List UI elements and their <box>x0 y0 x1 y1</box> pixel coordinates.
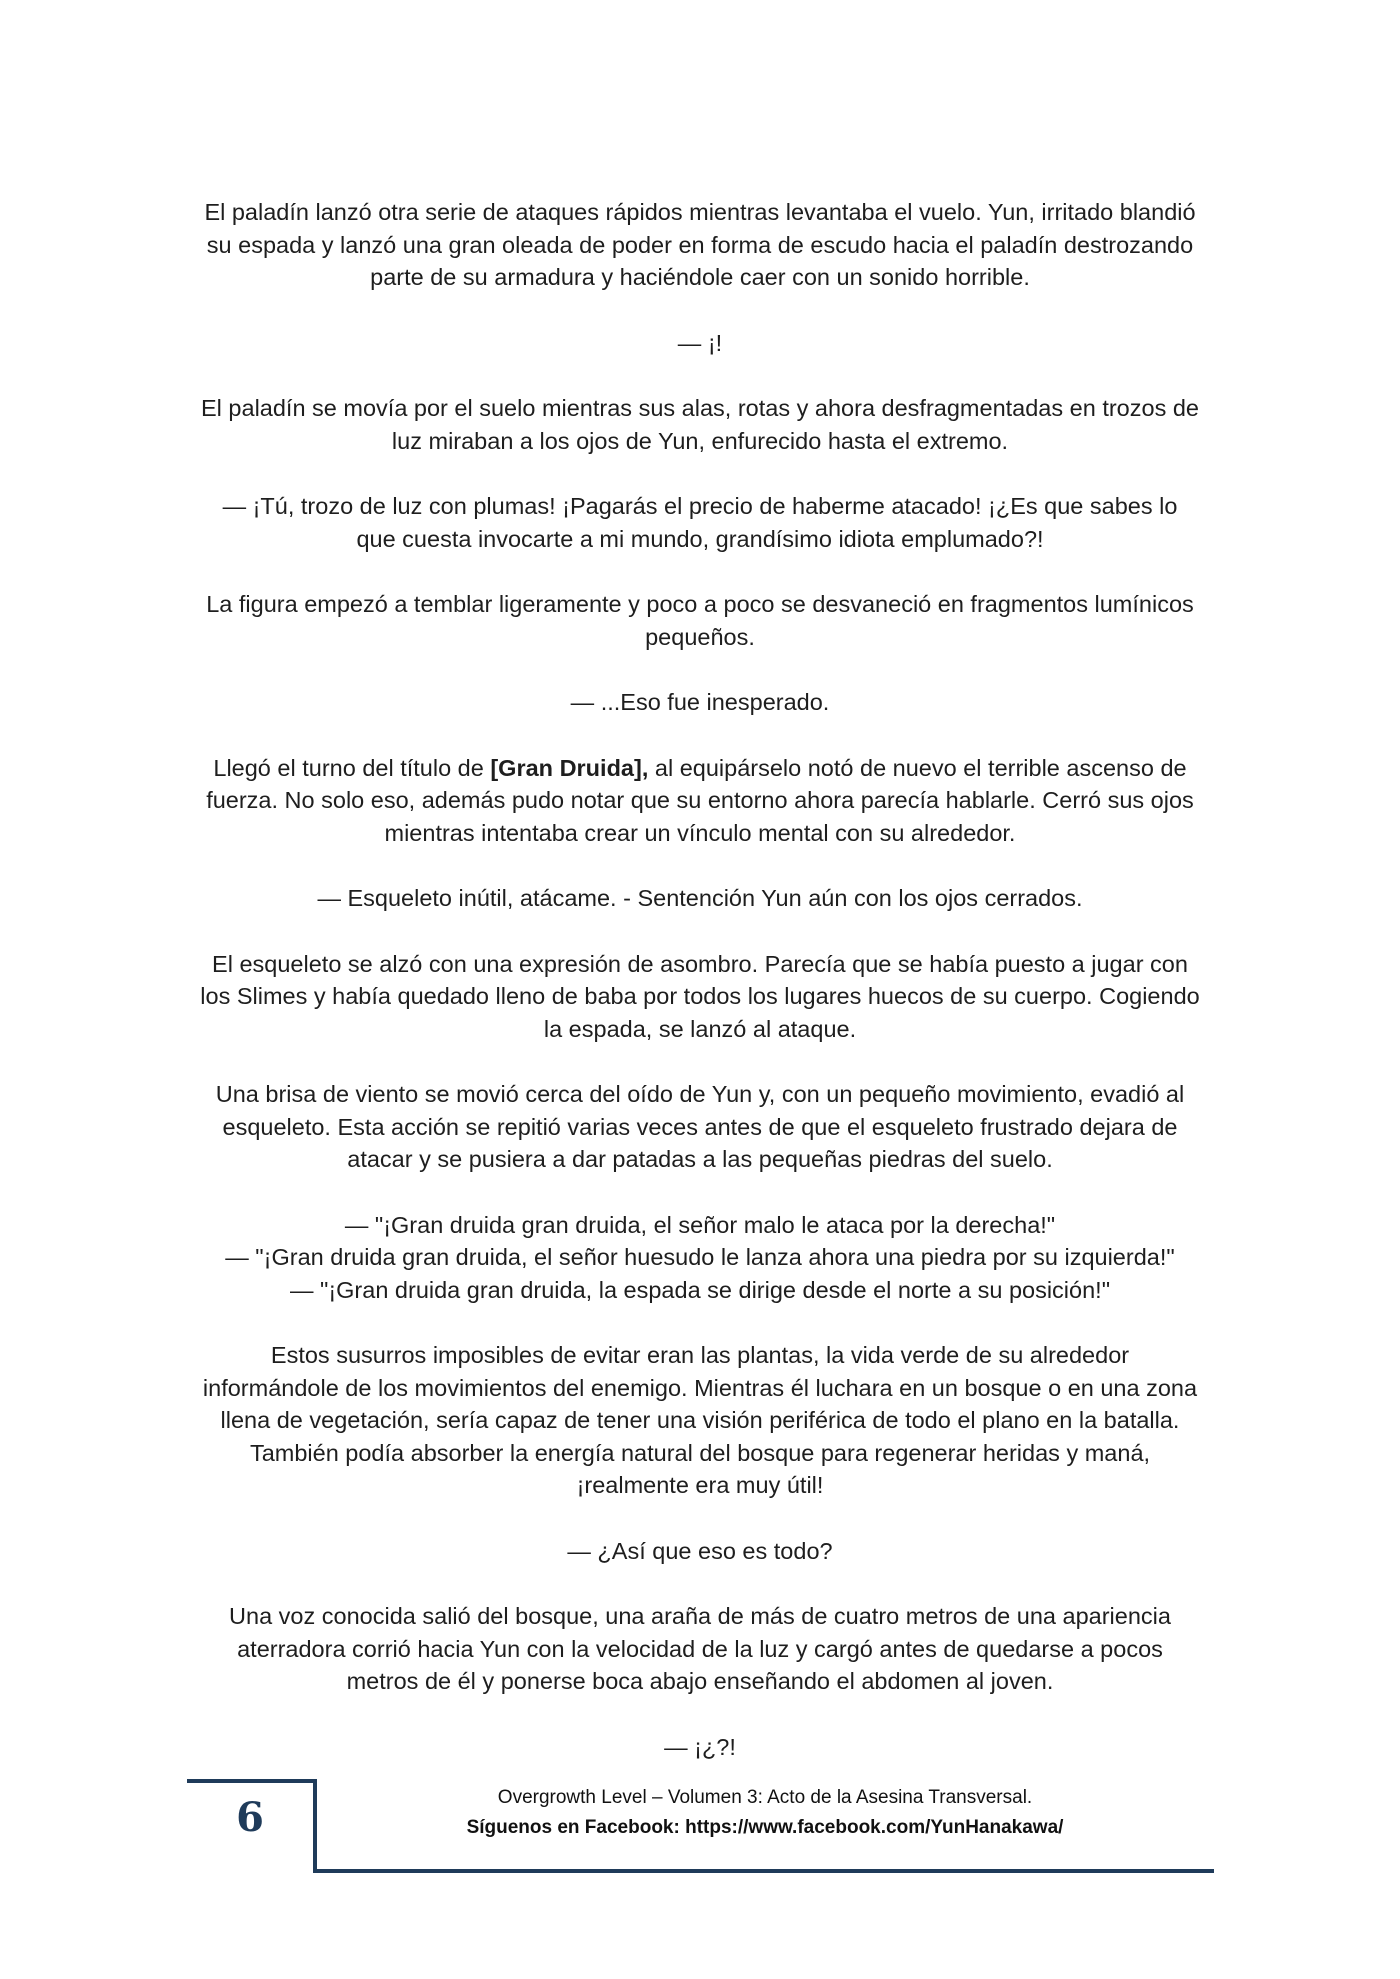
footer-text <box>330 1783 1200 1843</box>
dialogue-line: — "¡Gran druida gran druida, el señor huesudo le lanza ahora una piedra por su izquierda!" <box>225 1244 1175 1270</box>
footer-divider-vertical <box>313 1779 317 1873</box>
paragraph-text: al equipárselo notó de nuevo el terrible ascenso de fuerza. No solo eso, además pudo notar que su entorno ahora parecía hablarle. Cerró sus ojos mientras intentaba crear un vínculo mental con su alrededor. <box>206 754 1194 846</box>
paragraph-text: Llegó el turno del título de <box>213 754 491 781</box>
title-highlight: [Gran Druida], <box>490 754 649 781</box>
dialogue-line: — "¡Gran druida gran druida, la espada se dirige desde el norte a su posición!" <box>289 1276 1111 1303</box>
page-number: 6 <box>236 1794 264 1841</box>
paragraph: El paladín lanzó otra serie de ataques rápidos mientras levantaba el vuelo. Yun, irritado blandió su espada y lanzó una gran oleada de poder en forma de escudo hacia el paladín destrozando parte de su armadura y haciéndole caer con un sonido horrible. <box>204 199 1196 290</box>
dialogue-line: — ¡¿?! <box>664 1733 736 1760</box>
paragraph: El esqueleto se alzó con una expresión de asombro. Parecía que se había puesto a jugar con los Slimes y había quedado lleno de baba por todos los lugares huecos de su cuerpo. Cogiendo la espada, se lanzó al ataque. <box>200 950 1200 1042</box>
dialogue-line: — Esqueleto inútil, atácame. - Sentención Yun aún con los ojos cerrados. <box>317 885 1083 911</box>
footer-divider-top <box>187 1779 317 1783</box>
paragraph <box>200 752 1200 850</box>
paragraph: Estos susurros imposibles de evitar eran las plantas, la vida verde de su alrededor informándole de los movimientos del enemigo. Mientras él luchara en un bosque o en una zona llena de vegetación, sería capaz de tener una visión periférica de todo el plano en la batalla. También podía absorber la energía natural del bosque para regenerar heridas y maná, ¡realmente era muy útil! <box>202 1342 1198 1498</box>
paragraph: Una brisa de viento se movió cerca del oído de Yun y, con un pequeño movimiento, evadió al esqueleto. Esta acción se repitió varias veces antes de que el esqueleto frustrado dejara de atacar y se pusiera a dar patadas a las pequeñas piedras del suelo. <box>215 1081 1185 1172</box>
footer-social-line: Síguenos en Facebook: https://www.facebook.com/YunHanakawa/ <box>466 1817 1064 1838</box>
paragraph: Una voz conocida salió del bosque, una araña de más de cuatro metros de una apariencia aterradora corrió hacia Yun con la velocidad de la luz y cargó antes de quedarse a pocos metros de él y ponerse boca abajo enseñando el abdomen al joven. <box>229 1603 1171 1694</box>
paragraph: El paladín se movía por el suelo mientras sus alas, rotas y ahora desfragmentadas en trozos de luz miraban a los ojos de Yun, enfurecido hasta el extremo. <box>201 395 1199 454</box>
paragraph: La figura empezó a temblar ligeramente y poco a poco se desvaneció en fragmentos lumínicos pequeños. <box>206 591 1194 650</box>
dialogue-line: — ¡! <box>677 329 723 356</box>
dialogue-line: — "¡Gran druida gran druida, el señor malo le ataca por la derecha!" <box>344 1211 1056 1238</box>
dialogue-line: — ¿Así que eso es todo? <box>567 1537 833 1564</box>
footer-book-line: Overgrowth Level – Volumen 3: Acto de la Asesina Transversal. <box>497 1787 1033 1808</box>
footer-divider-bottom <box>313 1869 1214 1873</box>
dialogue-line: — ¡Tú, trozo de luz con plumas! ¡Pagarás el precio de haberme atacado! ¡¿Es que sabes lo que cuesta invocarte a mi mundo, grandísimo idiota emplumado?! <box>222 493 1178 552</box>
page-body <box>200 196 1200 1796</box>
dialogue-line: — ...Eso fue inesperado. <box>570 689 830 715</box>
